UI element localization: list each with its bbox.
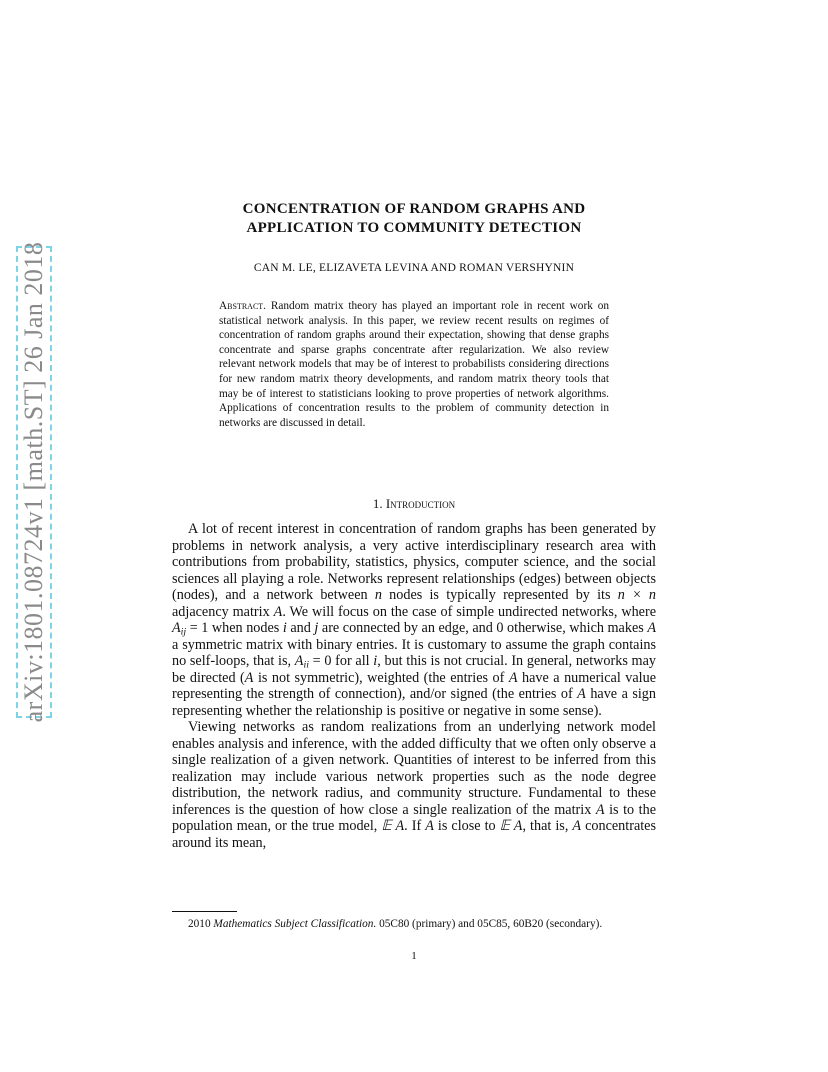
footnote [172, 917, 656, 932]
footnote-label: Mathematics Subject Classification. [213, 918, 377, 930]
footnote-year: 2010 [188, 918, 211, 930]
arxiv-stamp[interactable] [14, 241, 54, 723]
section-title: Introduction [385, 496, 456, 511]
paper-title [172, 200, 656, 238]
arxiv-stamp-text: arXiv:1801.08724v1 [math.ST] 26 Jan 2018 [19, 241, 48, 723]
section-number: 1. [372, 496, 383, 511]
footnote-rule [172, 911, 237, 912]
paragraph-2: Viewing networks as random realizations from an underlying network model enables analysis and inference, with the added difficulty that we often only observe a single realization of a given network. Quantities of interest to be inferred from this realization may include various network properties such as the node degree distribution, the network radius, and community structure. Fundamental to these inferences is the question of how close a single realization of the matrix A is to the population mean, or the true model, 𝔼 A. If A is close to 𝔼 A, that is, A concentrates around its mean, [172, 719, 657, 851]
title-line-2: APPLICATION TO COMMUNITY DETECTION [246, 220, 582, 236]
section-heading [172, 496, 656, 512]
abstract [219, 299, 609, 430]
body-text [172, 521, 656, 851]
page-number: 1 [411, 950, 417, 962]
title-line-1: CONCENTRATION OF RANDOM GRAPHS AND [242, 201, 586, 217]
author-list: CAN M. LE, ELIZAVETA LEVINA AND ROMAN VERSHYNIN [253, 262, 575, 274]
paragraph-1: A lot of recent interest in concentration of random graphs has been generated by problems in network analysis, a very active interdisciplinary research area with contributions from probability, statistics, physics, computer science, and the social sciences all playing a role. Networks represent relationships (edges) between objects (nodes), and a network between n nodes is typically represented by its n × n adjacency matrix A. We will focus on the case of simple undirected networks, where $A_{ij} = 1$ when nodes i and j are connected by an edge, and 0 otherwise, which makes A a symmetric matrix with binary entries. It is customary to assume the graph contains no self-loops, that is, $A_{ii} = 0$ for all i, but this is not crucial. In general, networks may be directed (A is not symmetric), weighted (the entries of A have a numerical value representing the strength of connection), and/or signed (the entries of A have a sign representing whether the relationship is positive or negative in some sense). [172, 521, 657, 719]
abstract-label: Abstract. [219, 300, 266, 312]
abstract-text: Random matrix theory has played an important role in recent work on statistical network analysis. In this paper, we review recent results on regimes of concentration of random graphs around their expectation, showing that dense graphs concentrate and sparse graphs concentrate after regularization. We also review relevant network models that may be of interest to probabilists considering directions for new random matrix theory developments, and random matrix theory tools that may be of interest to statisticians looking to prove properties of network algorithms. Applications of concentration results to the problem of community detection in networks are discussed in detail. [219, 300, 609, 429]
footnote-text: 05C80 (primary) and 05C85, 60B20 (secondary). [379, 918, 603, 930]
